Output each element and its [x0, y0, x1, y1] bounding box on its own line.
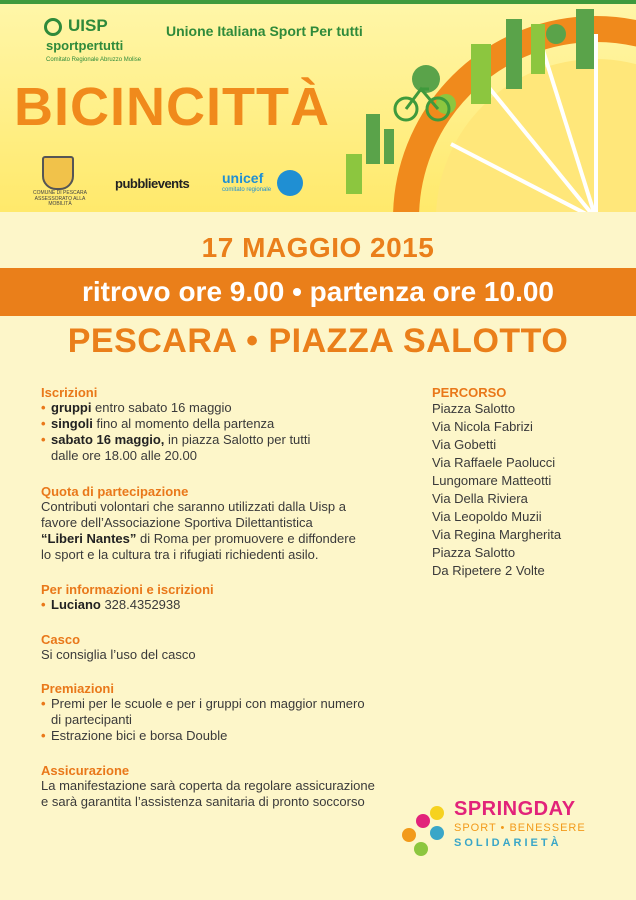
iscrizioni-item-cont: dalle ore 18.00 alle 20.00	[51, 448, 198, 463]
quota-section	[41, 484, 356, 563]
springday-line1: SPORT • BENESSERE	[454, 822, 586, 834]
quota-line: “Liberi Nantes” di Roma per promuovere e diffondere	[41, 531, 356, 546]
event-time: ritrovo ore 9.00 • partenza ore 10.00	[81, 276, 554, 307]
route-stop: Via Raffaele Paolucci	[432, 455, 556, 470]
route-stop: Piazza Salotto	[432, 545, 516, 560]
premiazioni-item: • Estrazione bici e borsa Double	[41, 728, 365, 744]
unicef-subtitle: comitato regionale	[222, 187, 272, 193]
union-title: Unione Italiana Sport Per tutti	[166, 23, 363, 39]
springday-dot-icon	[416, 814, 430, 828]
uisp-name: UISP	[68, 16, 108, 35]
casco-title: Casco	[41, 632, 81, 647]
quota-title: Quota di partecipazione	[41, 484, 189, 499]
premiazioni-item: • Premi per le scuole e per i gruppi con maggior numero	[41, 696, 365, 712]
info-contact: • Luciano 328.4352938	[41, 597, 214, 613]
info-title: Per informazioni e iscrizioni	[41, 582, 214, 597]
uisp-committee: Comitato Regionale Abruzzo Molise	[46, 57, 142, 63]
percorso-section	[432, 385, 561, 580]
springday-dot-icon	[414, 842, 428, 856]
iscrizioni-item: • singoli fino al momento della partenza	[41, 416, 310, 432]
route-stop: Via Della Riviera	[432, 491, 528, 506]
assicurazione-title: Assicurazione	[41, 763, 130, 778]
quota-line: lo sport e la cultura tra i rifugiati richiedenti asilo.	[41, 547, 319, 562]
springday-logo	[400, 798, 620, 868]
iscrizioni-item: • gruppi entro sabato 16 maggio	[41, 400, 310, 416]
quota-line: favore dell’Associazione Sportiva Dilettantistica	[41, 515, 313, 530]
springday-line2: SOLIDARIETÀ	[454, 837, 562, 849]
route-stop: Via Gobetti	[432, 437, 497, 452]
header-banner	[0, 4, 636, 212]
pubblievents-logo: pubblievents	[115, 176, 190, 191]
springday-title: SPRINGDAY	[454, 798, 576, 820]
iscrizioni-title: Iscrizioni	[41, 385, 98, 400]
event-date: 17 MAGGIO 2015	[201, 232, 435, 263]
route-stop: Via Nicola Fabrizi	[432, 419, 533, 434]
route-stop: Via Leopoldo Muzii	[432, 509, 542, 524]
crest-label: COMUNE DI PESCARA ASSESSORATO ALLA MOBILITÀ	[33, 190, 87, 207]
percorso-title: PERCORSO	[432, 385, 507, 400]
bicycle-wheel-illustration	[326, 4, 636, 212]
assicurazione-line: La manifestazione sarà coperta da regolare assicurazione	[41, 778, 375, 793]
route-stop: Piazza Salotto	[432, 401, 516, 416]
premiazioni-section	[41, 681, 365, 744]
unicef-logo: unicef	[222, 170, 264, 186]
springday-dot-icon	[402, 828, 416, 842]
crest-icon	[42, 156, 74, 190]
uisp-tagline: sportpertutti	[46, 38, 124, 53]
quota-line: Contributi volontari che saranno utilizzati dalla Uisp a	[41, 499, 346, 514]
assicurazione-section	[41, 763, 375, 810]
premiazioni-item-cont: di partecipanti	[51, 712, 132, 727]
springday-dot-icon	[430, 826, 444, 840]
event-title: BICINCITTÀ	[14, 77, 330, 137]
route-stop: Via Regina Margherita	[432, 527, 562, 542]
springday-dot-icon	[430, 806, 444, 820]
event-place: PESCARA • PIAZZA SALOTTO	[67, 322, 569, 360]
assicurazione-line: e sarà garantita l’assistenza sanitaria di pronto soccorso	[41, 794, 365, 809]
uisp-logo	[42, 16, 182, 76]
pescara-crest	[33, 154, 87, 207]
casco-text: Si consiglia l’uso del casco	[41, 647, 196, 662]
premiazioni-title: Premiazioni	[41, 681, 114, 696]
iscrizioni-section	[41, 385, 310, 464]
casco-section	[41, 632, 196, 663]
uisp-logo-icon	[44, 18, 62, 36]
route-stop: Lungomare Matteotti	[432, 473, 552, 488]
unicef-globe-icon	[277, 170, 303, 196]
info-section	[41, 582, 214, 613]
iscrizioni-item: • sabato 16 maggio, in piazza Salotto per tutti	[41, 432, 310, 448]
route-note: Da Ripetere 2 Volte	[432, 563, 545, 578]
